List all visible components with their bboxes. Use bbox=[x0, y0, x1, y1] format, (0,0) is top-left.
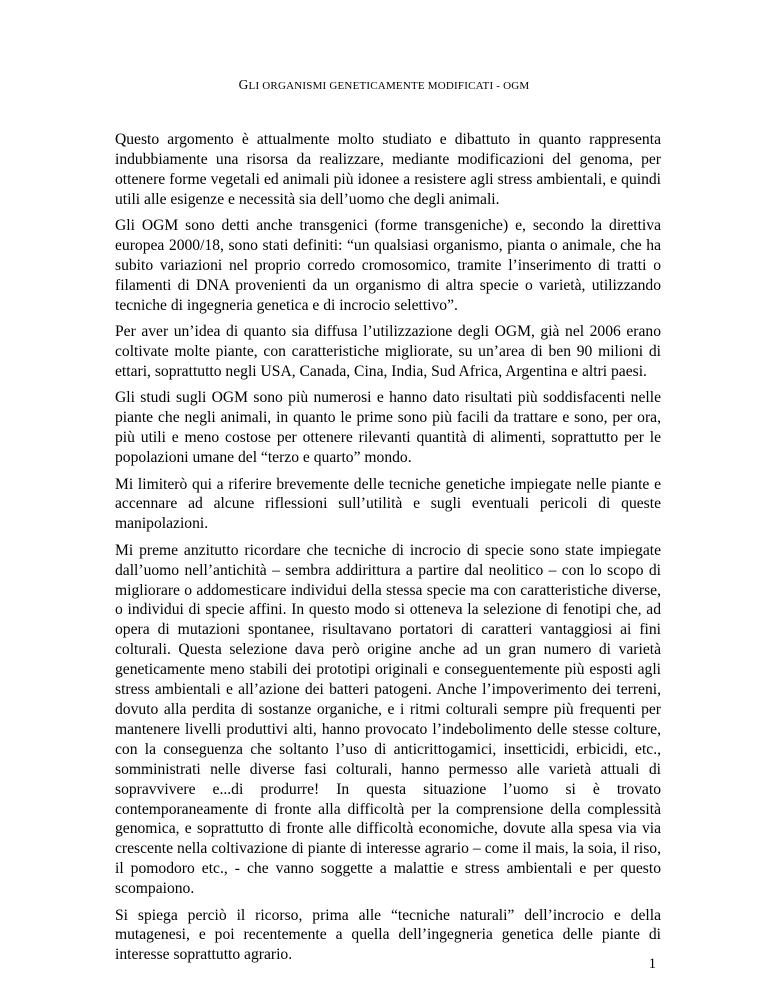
paragraph: Si spiega perciò il ricorso, prima alle “tecniche naturali” dell’incrocio e della mutagenesi, e poi recentemente a quella dell’ingegneria genetica delle piante di interesse soprattutto agrario. bbox=[115, 906, 661, 964]
paragraph: Mi limiterò qui a riferire brevemente delle tecniche genetiche impiegate nelle piante e accennare ad alcune riflessioni sull’utilità e sugli eventuali pericoli di queste manipolazioni. bbox=[115, 475, 661, 533]
paragraph: Gli studi sugli OGM sono più numerosi e hanno dato risultati più soddisfacenti nelle piante che negli animali, in quanto le prime sono più facili da trattare e sono, per ora, più utili e meno costose per ottenere rilevanti quantità di alimenti, soprattutto per le popolazioni umane del “terzo e quarto” mondo. bbox=[115, 389, 661, 467]
page-number: 1 bbox=[648, 956, 656, 972]
paragraph: Questo argomento è attualmente molto studiato e dibattuto in quanto rappresenta indubbiamente una risorsa da realizzare, mediante modificazioni del genoma, per ottenere forme vegetali ed animali più idonee a resistere agli stress ambientali, e quindi utili alle esigenze e necessità sia dell’uomo che degli animali. bbox=[115, 131, 661, 208]
document-body bbox=[115, 130, 661, 972]
paragraph: Mi preme anzitutto ricordare che tecniche di incrocio di specie sono state impiegate dall’uomo nell’antichità – sembra addirittura a partire dal neolitico – con lo scopo di migliorare o addomesticare individui della stessa specie ma con caratteristiche diverse, o individui di specie affini. In questo modo si otteneva la selezione di fenotipi che, ad opera di mutazioni spontanee, risultavano portatori di caratteri vantaggiosi ai fini colturali. Questa selezione dava però origine anche ad un gran numero di varietà geneticamente meno stabili dei prototipi originali e conseguentemente più esposti agli stress ambientali e all’azione dei batteri patogeni. Anche l’impoverimento dei terreni, dovuto alla perdita di sostanze organiche, e i ritmi colturali sempre più frequenti per mantenere livelli produttivi alti, hanno provocato l’indebolimento delle stesse colture, con la conseguenza che soltanto l’uso di anticrittogamici, insetticidi, erbicidi, etc., somministrati nelle diverse fasi colturali, hanno permesso alle varietà attuali di sopravvivere e...di produrre! In questa situazione l’uomo si è trovato contemporaneamente di fronte alla difficoltà per la comprensione della complessità genomica, e soprattutto di fronte alle difficoltà economiche, dovute alla spesa via via crescente nella coltivazione di piante di interesse agrario – come il mais, la soia, il riso, il pomodoro etc., - che vanno soggette a malattie e stress ambientali e per questo scompaiono. bbox=[115, 541, 661, 898]
document-title bbox=[0, 77, 768, 93]
paragraph: Per aver un’idea di quanto sia diffusa l’utilizzazione degli OGM, già nel 2006 erano coltivate molte piante, con caratteristiche migliorate, su un’area di ben 90 milioni di ettari, soprattutto negli USA, Canada, Cina, India, Sud Africa, Argentina e altri paesi. bbox=[115, 323, 661, 380]
title-text: LI ORGANISMI GENETICAMENTE MODIFICATI - OGM bbox=[248, 80, 530, 92]
title-initial: G bbox=[238, 77, 249, 92]
paragraph: Gli OGM sono detti anche transgenici (forme transgeniche) e, secondo la direttiva europea 2000/18, sono stati definiti: “un qualsiasi organismo, pianta o animale, che ha subito variazioni nel proprio corredo cromosomico, tramite l’inserimento di tratti o filamenti di DNA provenienti da un organismo di altra specie o varietà, utilizzando tecniche di ingegneria genetica e di incrocio selettivo”. bbox=[115, 217, 661, 314]
